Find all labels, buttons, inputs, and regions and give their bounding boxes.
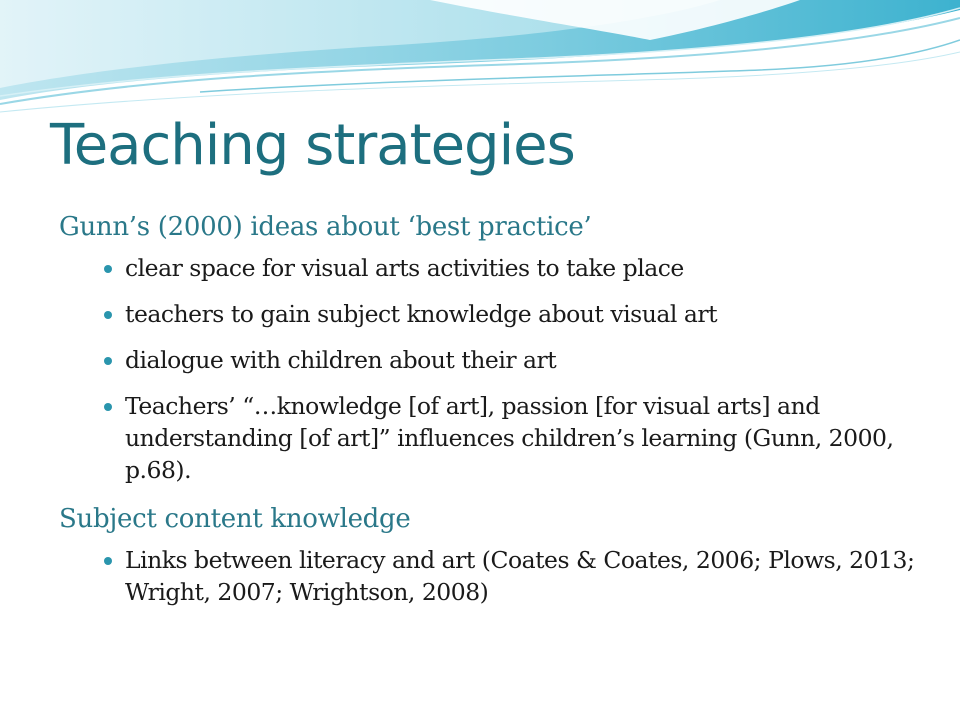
bullet-item (59, 298, 919, 330)
wave-header-decoration (0, 0, 960, 120)
bullet-text: teachers to gain subject knowledge about visual art (125, 300, 718, 328)
section-heading: Gunn’s (2000) ideas about ‘best practice’ (59, 212, 592, 242)
bullet-item (59, 544, 919, 608)
slide-body (59, 208, 919, 622)
section-subject-knowledge (59, 500, 919, 608)
bullet-text: Links between literacy and art (Coates & Coates, 2006; Plows, 2013; Wright, 2007; Wrightson, 2008) (125, 546, 915, 606)
bullet-list (59, 544, 919, 608)
bullet-text: clear space for visual arts activities to take place (125, 254, 684, 282)
bullet-list (59, 252, 919, 486)
bullet-dot-icon (104, 557, 112, 565)
bullet-item (59, 390, 919, 486)
bullet-item (59, 252, 919, 284)
bullet-dot-icon (104, 311, 112, 319)
bullet-dot-icon (104, 403, 112, 411)
bullet-dot-icon (104, 357, 112, 365)
bullet-item (59, 344, 919, 376)
bullet-text: Teachers’ “…knowledge [of art], passion [for visual arts] and understanding [of art]” influences children’s learning (Gunn, 2000, p.68). (125, 392, 894, 484)
section-best-practice (59, 208, 919, 486)
bullet-text: dialogue with children about their art (125, 346, 557, 374)
bullet-dot-icon (104, 265, 112, 273)
section-heading: Subject content knowledge (59, 504, 411, 534)
slide-title: Teaching strategies (50, 113, 575, 178)
